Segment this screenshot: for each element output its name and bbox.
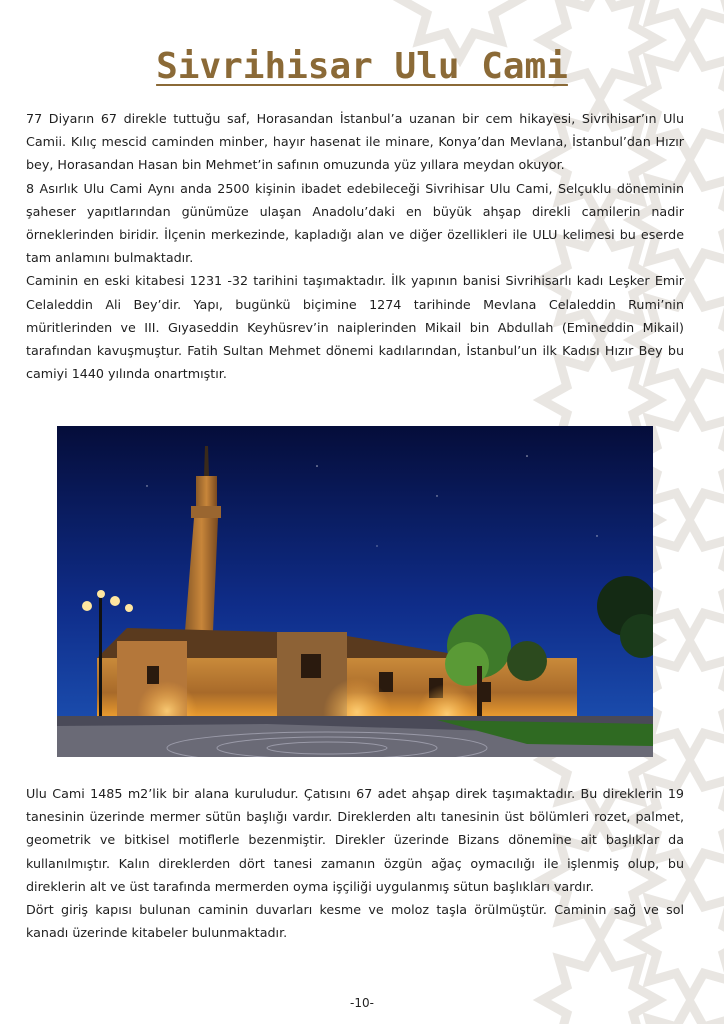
mosque-photo — [57, 426, 653, 757]
paragraph: Ulu Cami 1485 m2’lik bir alana kuruludur. Çatısını 67 adet ahşap direk taşımaktadır. Bu direklerin 19 tanesinin üzerinde mermer sütün başlığı vardır. Direklerden altı tanesinin üst bölümleri rozet, palmet, geometrik ve bitkisel motiflerle bezenmiştir. Direkler üzerinde Bizans dönemine ait başlıklar da kullanılmıştır. Kalın direklerden dört tanesi zamanın özgün ağaç oymacılığı ile işlenmiş olup, bu direklerin alt ve üst tarafında mermerden oyma işçiliği uygulanmış sütun başlıkları vardır. — [26, 786, 684, 894]
text-block-bottom — [26, 782, 684, 944]
paragraph: Dört giriş kapısı bulunan caminin duvarları kesme ve moloz taşla örülmüştür. Caminin sağ ve sol kanadı üzerinde kitabeler bulunmaktadır. — [26, 902, 684, 941]
page-number: -10- — [350, 996, 374, 1010]
paragraph: 8 Asırlık Ulu Cami Aynı anda 2500 kişinin ibadet edebileceği Sivrihisar Ulu Cami, Selçuklu döneminin şaheser yapıtlarından günümüze ulaşan Anadolu’daki en büyük ahşap direkli camilerin nadir örneklerinden biridir. İlçenin merkezinde, kapladığı alan ve diğer özellikleri ile ULU kelimesi bu eserde tam anlamını bulmaktadır. — [26, 180, 684, 266]
paragraph: Caminin en eski kitabesi 1231 -32 tarihini taşımaktadır. İlk yapının banisi Sivrihisarlı kadı Leşker Emir Celaleddin Ali Bey’dir. Yapı, bugünkü biçimine 1274 tarihinde Mevlana Celaleddin Rumi’nin müritlerinden ve III. Gıyaseddin Keyhüsrev’in naiplerinden Mikail bin Abdullah (Emineddin Mikail) tarafından kavuşmuştur. Fatih Sultan Mehmet dönemi kadılarından, İstanbul’un ilk Kadısı Hızır Bey bu camiyi 1440 yılında onartmıştır. — [26, 273, 684, 382]
mosque-night-image — [57, 426, 653, 757]
paragraph: 77 Diyarın 67 direkle tuttuğu saf, Horasandan İstanbul’a uzanan bir cem hikayesi, Sivrihisar’ın Ulu Camii. Kılıç mescid caminden minber, hayır hasenat ile minare, Konya’dan Mevlana, İstanbul’dan Hızır bey, Horasandan Hasan bin Mehmet’in safının omuzunda yüz yıllara meydan okuyor. — [26, 111, 684, 173]
page-title: Sivrihisar Ulu Cami — [156, 46, 568, 87]
text-block-top — [26, 107, 684, 385]
